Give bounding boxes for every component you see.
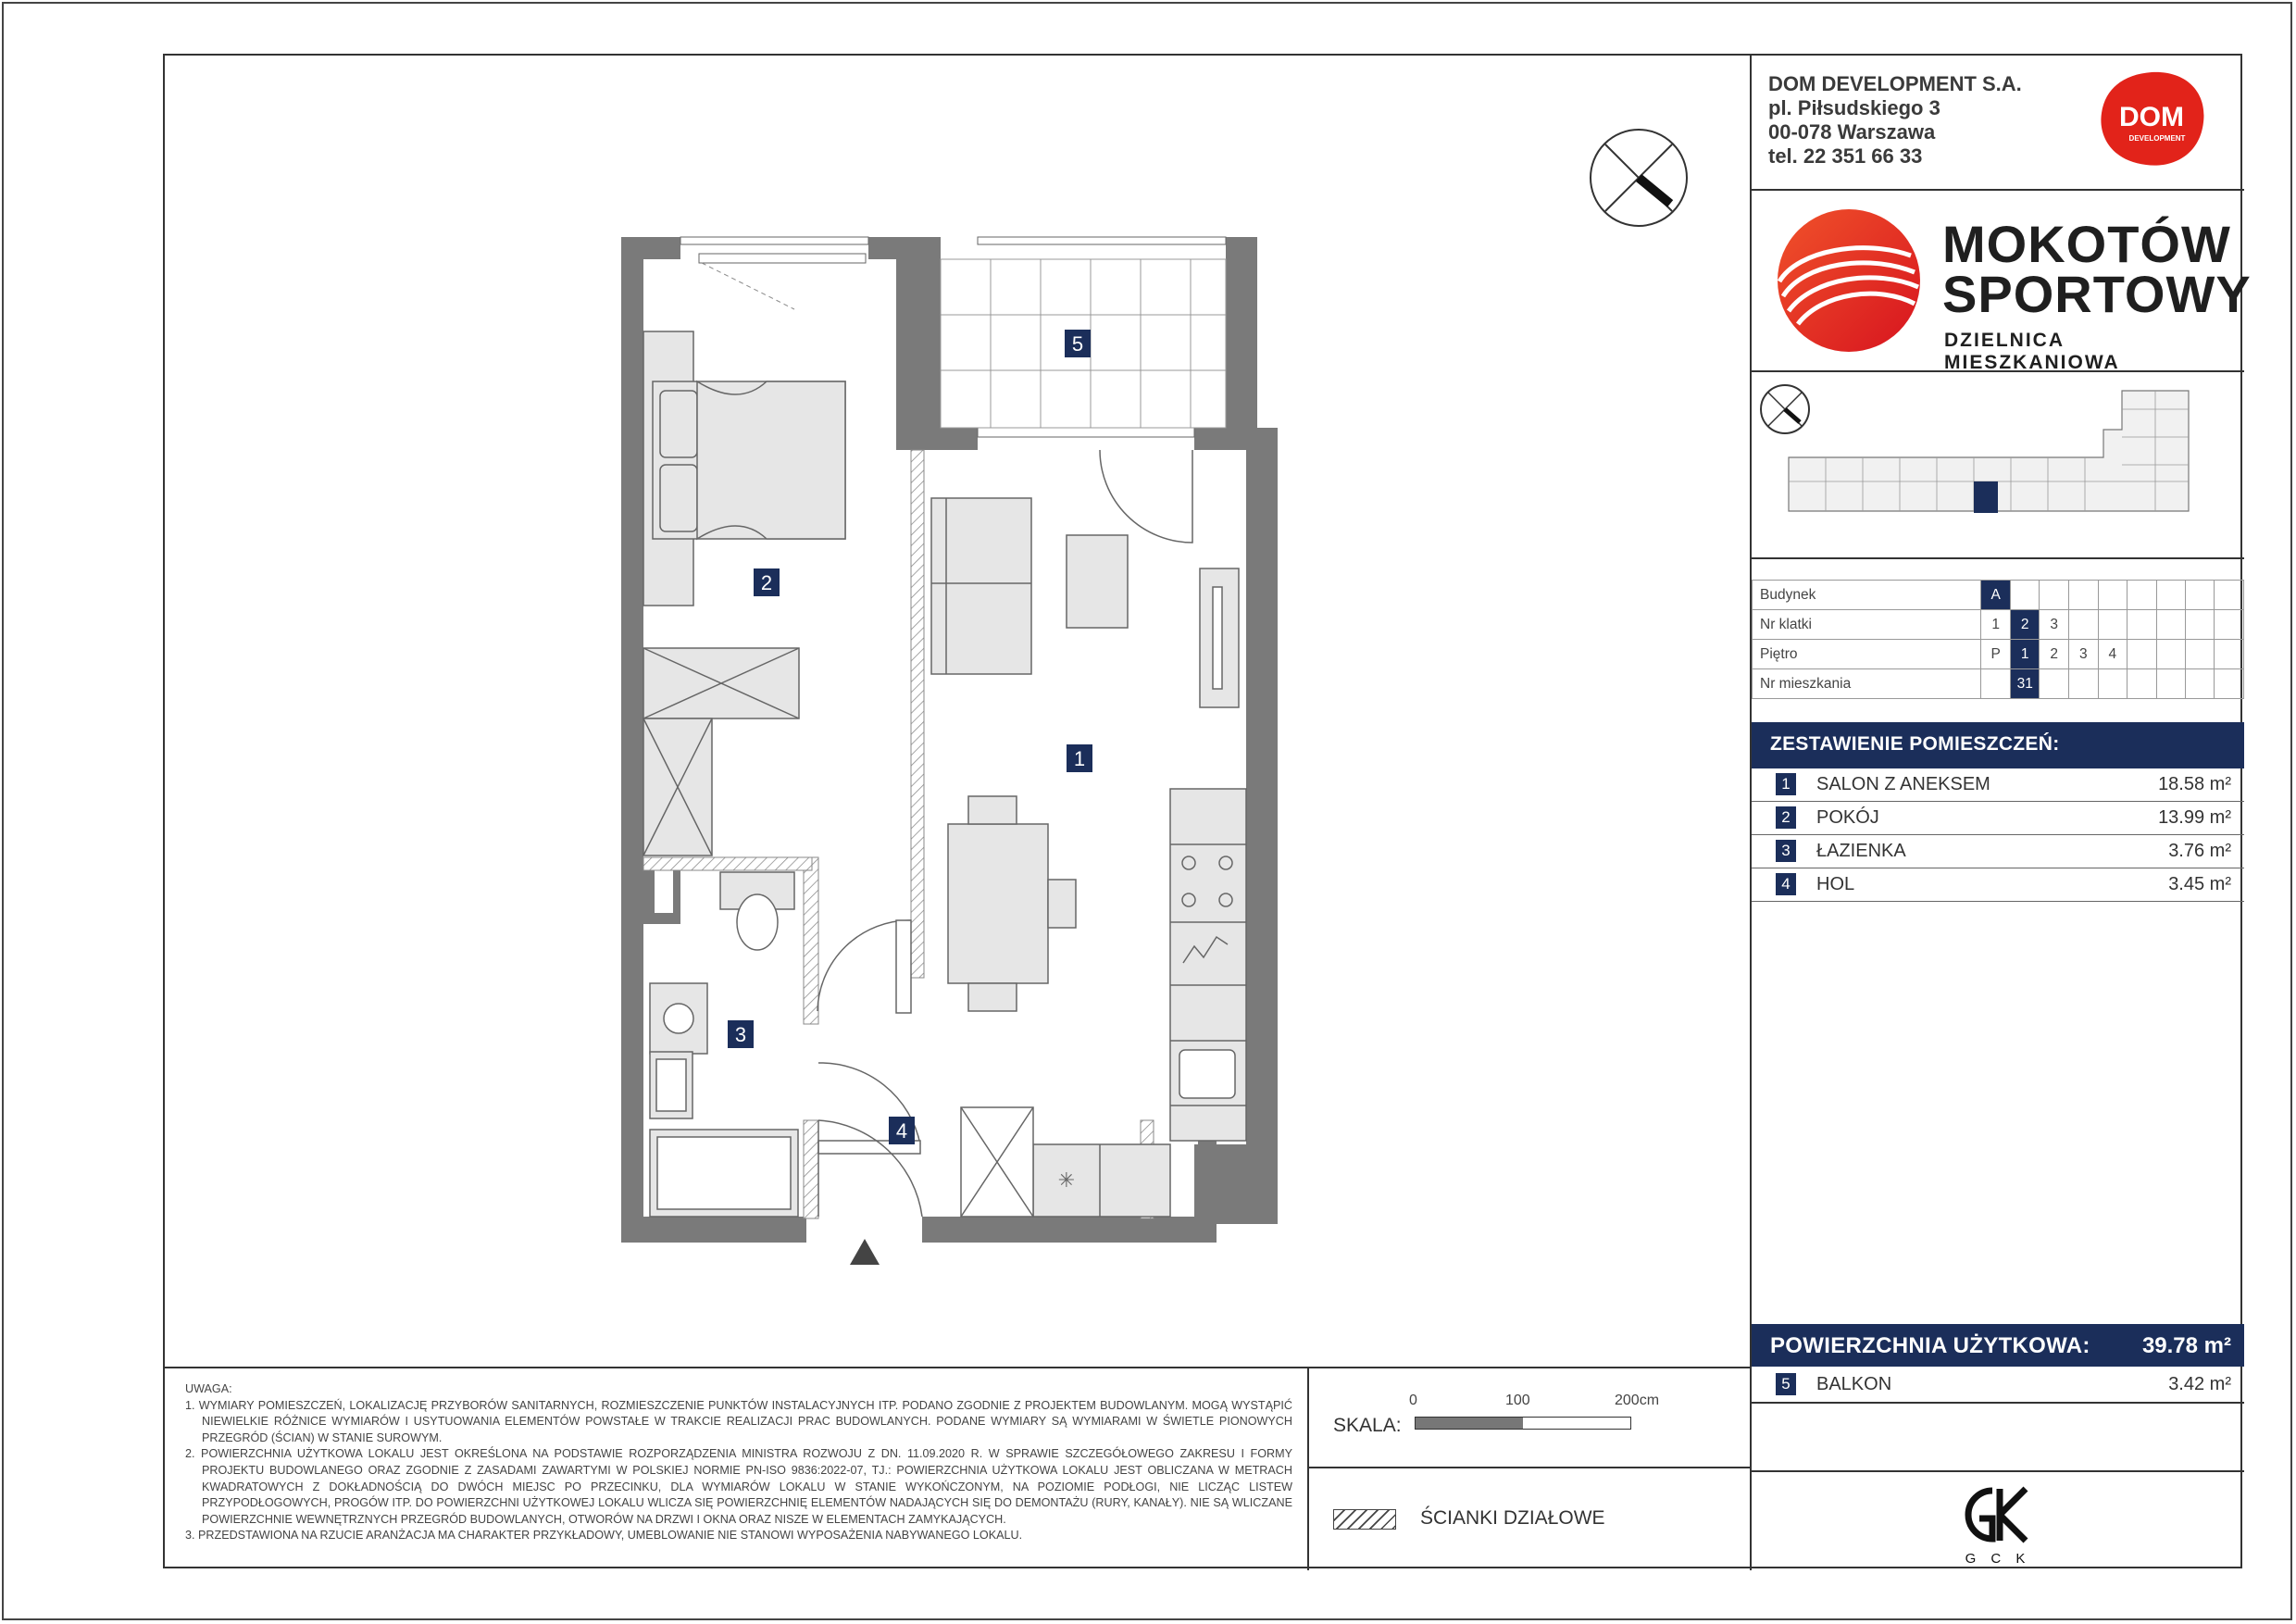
location-cell [2069, 610, 2099, 640]
company-name: DOM DEVELOPMENT S.A. [1768, 72, 2022, 95]
location-cell [2156, 610, 2185, 640]
location-cell [2040, 669, 2069, 699]
location-cell [2098, 669, 2128, 699]
scale-tick: 0 [1409, 1393, 1417, 1408]
balcony-number: 5 [1776, 1373, 1796, 1395]
room-name: POKÓJ [1816, 807, 1879, 828]
project-brand [1752, 191, 2252, 373]
scale-bar [1415, 1417, 1631, 1430]
room-row [1752, 768, 2244, 802]
room-name: ŁAZIENKA [1816, 841, 1906, 861]
key-plan-drawing [1752, 372, 2244, 559]
room-number: 4 [1776, 873, 1796, 895]
key-plan [1752, 372, 2244, 559]
location-cell [2186, 581, 2215, 610]
scale [1309, 1368, 1750, 1468]
location-row [1753, 610, 2244, 640]
location-cell [2040, 581, 2069, 610]
dom-logo-subtext: DEVELOPMENT [2128, 134, 2186, 143]
room-label-1: 1 [1073, 747, 1086, 770]
gck-logo-area [1752, 1470, 2244, 1570]
location-cell [1981, 669, 2011, 699]
room-number: 2 [1776, 806, 1796, 829]
location-cell: 3 [2069, 640, 2099, 669]
location-cell [2186, 640, 2215, 669]
location-cell [2069, 669, 2099, 699]
location-cell [2156, 640, 2185, 669]
sheet-frame [163, 54, 2252, 1568]
gck-letters: G C K [1965, 1551, 2031, 1567]
scale-tick: 200cm [1615, 1393, 1660, 1408]
dom-development-logo [2094, 67, 2209, 170]
location-label: Nr klatki [1753, 610, 1981, 640]
room-area: 13.99 m² [2158, 807, 2231, 828]
door-swing [1100, 450, 1192, 543]
location-cell [2098, 610, 2128, 640]
scale-label: SKALA: [1333, 1415, 1402, 1436]
location-cell [2215, 669, 2244, 699]
location-cell: 4 [2098, 640, 2128, 669]
location-row [1753, 669, 2244, 699]
location-cell: P [1981, 640, 2011, 669]
company-phone: tel. 22 351 66 33 [1768, 144, 1923, 168]
location-cell [2069, 581, 2099, 610]
room-number: 1 [1776, 773, 1796, 795]
balcony-name: BALKON [1816, 1374, 1892, 1394]
brand-subtitle: DZIELNICA MIESZKANIOWA [1944, 330, 2120, 373]
location-cell: A [1981, 581, 2011, 610]
dining-table [948, 796, 1076, 1011]
room-row [1752, 802, 2244, 835]
tv-unit [1200, 568, 1239, 707]
room-name: SALON Z ANEKSEM [1816, 774, 1990, 794]
floor-plan-area [165, 56, 1750, 1367]
company-street: pl. Piłsudskiego 3 [1768, 96, 1940, 119]
hatch-swatch [1333, 1509, 1396, 1530]
scale-tick: 100 [1505, 1393, 1530, 1408]
total-area-value: 39.78 m² [2141, 1333, 2231, 1358]
gck-logo [1952, 1480, 2044, 1568]
wardrobe [643, 648, 799, 856]
dom-logo-text: DOM [2119, 102, 2184, 132]
location-cell [2215, 610, 2244, 640]
location-cell: 2 [2010, 610, 2040, 640]
entrance-arrow-icon [850, 1239, 880, 1265]
location-cell [2156, 669, 2185, 699]
rooms-heading: ZESTAWIENIE POMIESZCZEŃ: [1752, 722, 2244, 768]
location-cell [2128, 610, 2156, 640]
location-cell [2215, 640, 2244, 669]
total-area-label: POWIERZCHNIA UŻYTKOWA: [1770, 1333, 2090, 1358]
brand-logo-icon [1776, 207, 1922, 354]
location-cell [2186, 610, 2215, 640]
location-cell [2186, 669, 2215, 699]
location-table [1752, 580, 2244, 699]
room-label-4: 4 [895, 1119, 908, 1143]
balcony-row [1752, 1367, 2244, 1404]
location-cell: 1 [1981, 610, 2011, 640]
location-cell [2215, 581, 2244, 610]
location-cell: 31 [2010, 669, 2040, 699]
location-row [1753, 581, 2244, 610]
location-cell [2156, 581, 2185, 610]
total-area [1752, 1324, 2244, 1367]
bathroom-door [896, 920, 911, 1013]
window-room2 [680, 237, 868, 309]
location-label: Nr mieszkania [1753, 669, 1981, 699]
location-cell [2128, 581, 2156, 610]
svg-text:✳: ✳ [1057, 1169, 1076, 1193]
location-cell: 3 [2040, 610, 2069, 640]
room-area: 3.45 m² [2168, 874, 2231, 894]
note-item: 2. POWIERZCHNIA UŻYTKOWA LOKALU JEST OKREŚLONA NA PODSTAWIE ROZPORZĄDZENIA MINISTRA ROZWOJU Z DN. 11.09.2020 R. W SPRAWIE SZCZEGÓŁOWEGO ZAKRESU I FORMY PROJEKTU BUDOWLANEGO ORAZ ZGODNIE Z ZASADAMI ZAWARTYMI W POLSKIEJ NORMIE PN-ISO 9836:2022-07, TJ.: POWIERZCHNIA UŻYTKOWA LOKALU JEST OBLICZANA W METRACH KWADRATOWYCH Z DOKŁADNOŚCIĄ DO DWÓCH MIEJSC PO PRZECINKU, DLA WYMIARÓW LOKALU W STANIE WYKOŃCZONYM, NA POZIOMIE PODŁOGI, NIE LICZĄC LISTEW PRZYPODŁOGOWYCH, PROGÓW ITP. DO POWIERZCHNI UŻYTKOWEJ LOKALU WLICZA SIĘ POWIERZCHNIĘ ELEMENTÓW NADAJĄCYCH SIĘ DO DEMONTAŻU (RURY, KANAŁY). NIE SĄ WLICZANE POWIERZCHNIE WEWNĘTRZNYCH PRZEGRÓD BUDOWLANYCH, OTWORÓW NA DRZWI I OKNA ORAZ NISZE W ELEMENTACH ZAMYKAJĄCYCH. [185, 1447, 1292, 1526]
location-row [1753, 640, 2244, 669]
notes [165, 1368, 1307, 1570]
location-label: Budynek [1753, 581, 1981, 610]
company-city: 00-078 Warszawa [1768, 120, 1936, 144]
room-area: 18.58 m² [2158, 774, 2231, 794]
legend-label: ŚCIANKI DZIAŁOWE [1420, 1507, 1605, 1529]
location-cell [2128, 640, 2156, 669]
brand-title-2: SPORTOWY [1942, 265, 2252, 323]
bed [643, 331, 845, 606]
legend [1309, 1470, 1750, 1570]
note-item: 3. PRZEDSTAWIONA NA RZUCIE ARANŻACJA MA CHARAKTER PRZYKŁADOWY, UMEBLOWANIE NIE STANOWI WYPOSAŻENIA NABYWANEGO LOKALU. [185, 1529, 1023, 1543]
kitchen-counter [1170, 789, 1246, 1141]
room-label-3: 3 [734, 1023, 747, 1046]
north-arrow-icon [1591, 130, 1687, 226]
balcony-railing [978, 237, 1226, 244]
room-name: HOL [1816, 874, 1855, 894]
notes-title: UWAGA: [185, 1382, 232, 1395]
room-label-2: 2 [760, 571, 773, 594]
note-item: 1. WYMIARY POMIESZCZEŃ, LOKALIZACJĘ PRZYBORÓW SANITARNYCH, ROZMIESZCZENIE PUNKTÓW INSTALACYJNYCH ITP. PODANO ZGODNIE Z PROJEKTEM BUDOWLANYM. MOGĄ WYSTĄPIĆ NIEWIELKIE RÓŻNICE WYMIARÓW I USYTUOWANIA ELEMENTÓW POWSTAŁE W TRAKCIE REALIZACJI PRAC BUDOWLANYCH. PODANE WYMIARY SĄ WYMIARAMI W ŚWIETLE PIONOWYCH PRZEGRÓD (ŚCIAN) W STANIE SUROWYM. [185, 1398, 1292, 1444]
room-label-5: 5 [1071, 332, 1084, 356]
room-row [1752, 835, 2244, 868]
key-plan-compass-icon [1761, 385, 1809, 433]
balcony-area: 3.42 m² [2168, 1374, 2231, 1394]
sofa [931, 498, 1031, 674]
selected-apartment-marker [1974, 481, 1998, 513]
location-cell: 1 [2010, 640, 2040, 669]
coffee-table [1067, 535, 1128, 628]
kitchen-bottom [961, 1107, 1170, 1217]
company-info [1752, 56, 2244, 191]
room-number: 3 [1776, 840, 1796, 862]
brand-title-1: MOKOTÓW [1942, 215, 2231, 273]
location-cell [2128, 669, 2156, 699]
room-area: 3.76 m² [2168, 841, 2231, 861]
location-cell [2098, 581, 2128, 610]
location-cell: 2 [2040, 640, 2069, 669]
location-label: Piętro [1753, 640, 1981, 669]
room-row [1752, 868, 2244, 902]
location-cell [2010, 581, 2040, 610]
balcony-door [978, 428, 1194, 437]
floor-plan [165, 56, 1750, 1367]
sidebar [1752, 56, 2252, 1570]
